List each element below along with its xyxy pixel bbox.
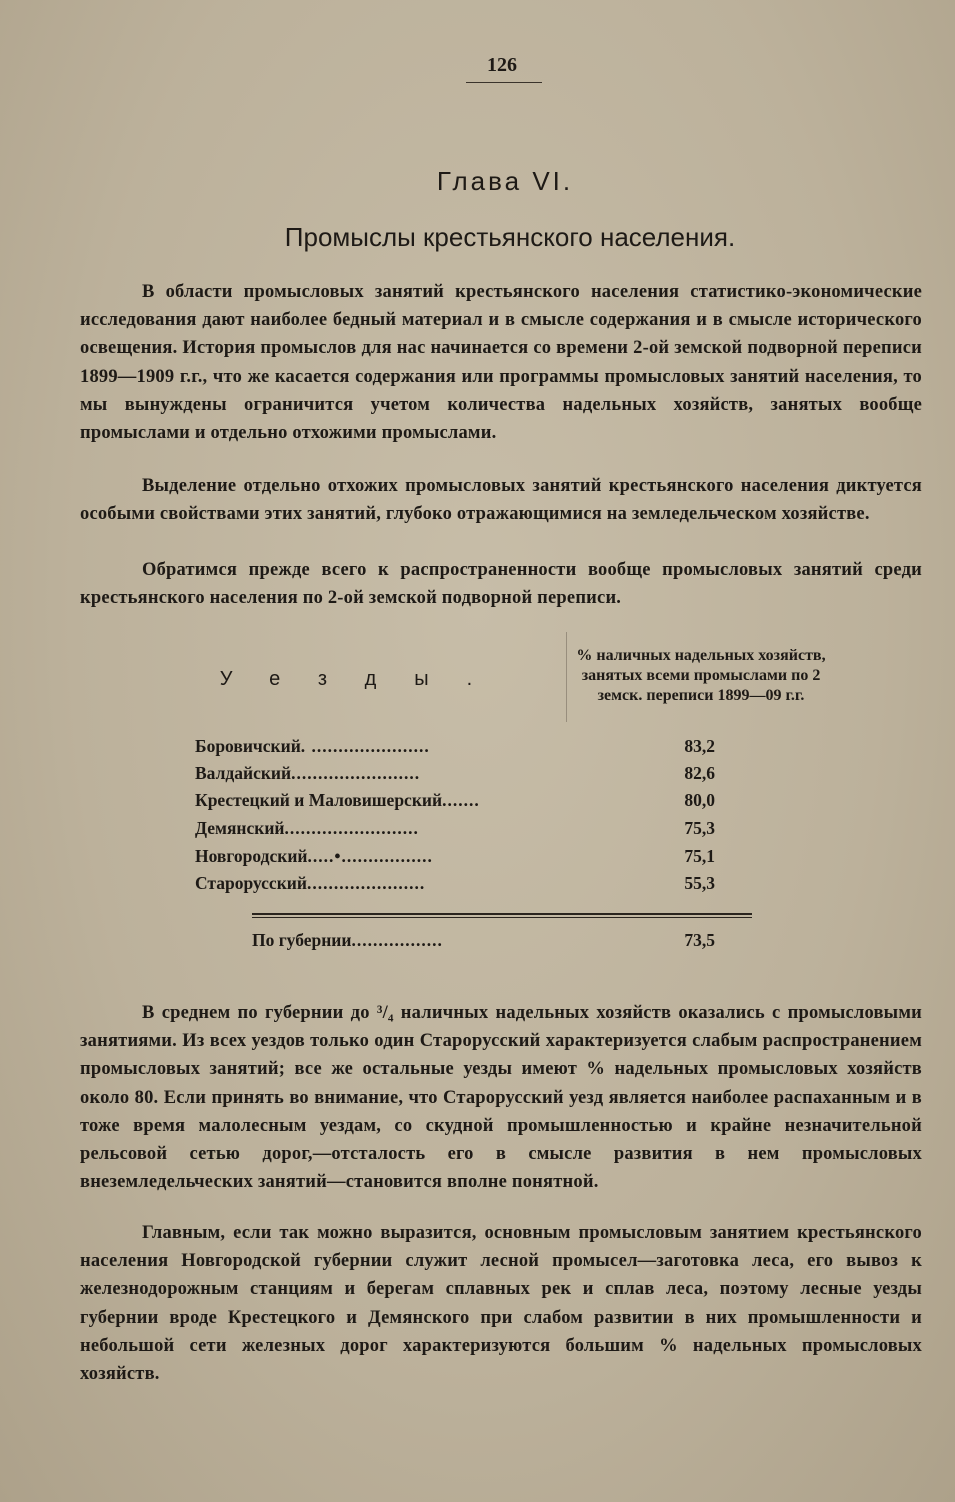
table-row xyxy=(195,846,755,874)
table-row xyxy=(195,873,755,901)
total-name: По губернии................. xyxy=(252,930,443,950)
table-row xyxy=(195,818,755,846)
table-header-percent: % наличных надельных хозяйств, занятых всеми промыслами по 2 земск. переписи 1899—09 г.г. xyxy=(576,647,826,704)
row-value: 75,3 xyxy=(684,818,715,838)
table-header-uezdy: Уезды. xyxy=(219,668,511,690)
row-name: Новгородский.....•................. xyxy=(195,846,433,866)
row-value: 82,6 xyxy=(684,763,715,783)
total-value: 73,5 xyxy=(684,930,715,950)
page-number-rule xyxy=(466,82,542,83)
row-value: 55,3 xyxy=(684,873,715,893)
table-row xyxy=(195,763,755,791)
row-name: Демянский......................... xyxy=(195,818,419,838)
chapter-title: Промыслы крестьянского населения. xyxy=(284,222,736,252)
paragraph: В среднем по губернии до ³/₄ наличных надельных хозяйств оказались с промысловыми занятиями. Из всех уездов только один Старорусский характеризуется слабым распространением промысловых занятий; все же остальные уезды имеют % надельных промысловых хозяйств около 80. Если принять во внимание, что Старорусский уезд является наиболее распаханным и в тоже время малолесным уездам, со скудной промышленностью и крайне незначительной рельсовой сетью дорог,—отсталость его в смысле развития в нем промысловых внеземледельческих занятий—становится вполне понятной. xyxy=(80,1003,922,1193)
paragraph: Обратимся прежде всего к распространенности вообще промысловых занятий среди крестьянского населения по 2-ой земской подворной переписи. xyxy=(80,560,922,609)
paragraph: В области промысловых занятий крестьянского населения статистико-экономические исследования дают наиболее бедный материал и в смысле содержания и в смысле исторического освещения. История промыслов для нас начинается со времени 2-ой земской подворной переписи 1899—1909 г.г., что же касается содержания или программы промысловых занятий населения, то мы вынуждены ограничится учетом количества надельных хозяйств, занятых вообще промыслами и отдельно отхожими промыслами. xyxy=(80,282,922,444)
row-name: Валдайский........................ xyxy=(195,763,421,783)
table-total-row xyxy=(252,930,755,958)
row-name: Старорусский...................... xyxy=(195,873,426,893)
row-value: 80,0 xyxy=(684,790,715,810)
chapter-heading: Глава VI. xyxy=(436,166,574,196)
table-total-rule xyxy=(252,913,752,915)
row-name: Боровичский. ...................... xyxy=(195,736,430,756)
row-value: 83,2 xyxy=(684,736,715,756)
table-row xyxy=(195,736,755,764)
table-total-rule xyxy=(252,917,752,918)
paragraph: Главным, если так можно выразится, основным промысловым занятием крестьянского населения Новгородской губернии служит лесной промысел—заготовка леса, его вывоз к железнодорожным станциям и берегам сплавных рек и сплав леса, поэтому лесные уезды губернии вроде Крестецкого и Демянского при слабом развитии в них промышленности и небольшой сети железных дорог характеризуются большим % надельных промысловых хозяйств. xyxy=(80,1223,922,1385)
row-name: Крестецкий и Маловишерский....... xyxy=(195,790,480,810)
paragraph: Выделение отдельно отхожих промысловых занятий крестьянского населения диктуется особыми свойствами этих занятий, глубоко отражающимися на земледельческом хозяйстве. xyxy=(80,476,922,525)
row-value: 75,1 xyxy=(684,846,715,866)
page-number: 126 xyxy=(487,54,517,76)
table-row xyxy=(195,790,755,818)
